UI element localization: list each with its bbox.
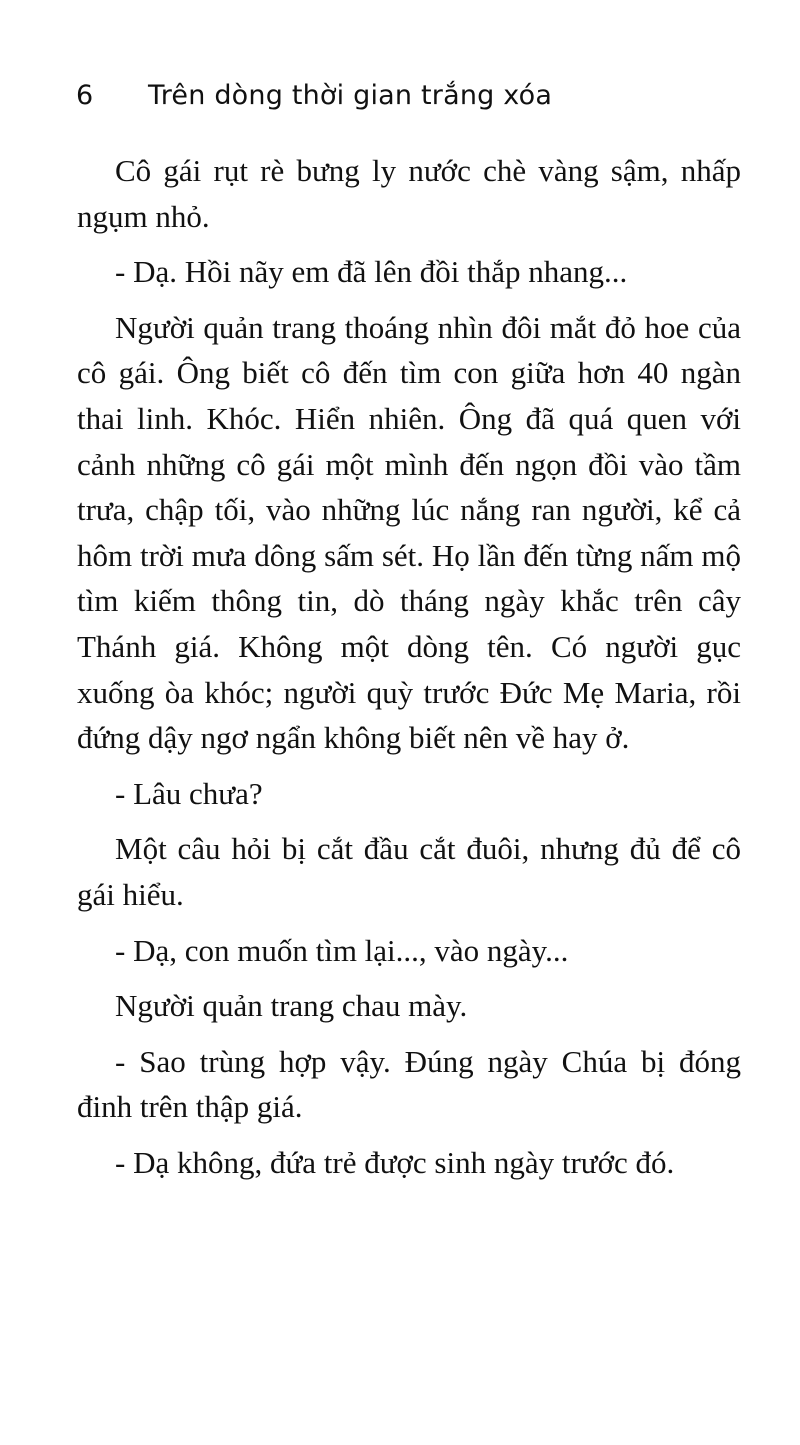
running-title: Trên dòng thời gian trắng xóa — [148, 80, 553, 111]
page-header — [76, 76, 756, 116]
body-text — [77, 148, 741, 1185]
page-number: 6 — [76, 80, 94, 111]
paragraph-9: - Dạ không, đứa trẻ được sinh ngày trước đó. — [115, 1144, 675, 1180]
paragraph-6: - Dạ, con muốn tìm lại..., vào ngày... — [115, 932, 569, 968]
paragraph-1: Cô gái rụt rè bưng ly nước chè vàng sậm, nhấp ngụm nhỏ. — [77, 153, 741, 234]
paragraph-3: Người quản trang thoáng nhìn đôi mắt đỏ hoe của cô gái. Ông biết cô đến tìm con giữa hơn 40 ngàn thai linh. Khóc. Hiển nhiên. Ông đã quá quen với cảnh những cô gái một mình đến ngọn đồi vào tầm trưa, chập tối, vào những lúc nắng ran người, kể cả hôm trời mưa dông sấm sét. Họ lần đến từng nấm mộ tìm kiếm thông tin, dò tháng ngày khắc trên cây Thánh giá. Không một dòng tên. Có người gục xuống òa khóc; người quỳ trước Đức Mẹ Maria, rồi đứng dậy ngơ ngẩn không biết nên về hay ở. — [77, 309, 741, 756]
paragraph-8: - Sao trùng hợp vậy. Đúng ngày Chúa bị đóng đinh trên thập giá. — [77, 1043, 741, 1125]
paragraph-7: Người quản trang chau mày. — [115, 988, 468, 1024]
paragraph-5: Một câu hỏi bị cắt đầu cắt đuôi, nhưng đủ để cô gái hiểu. — [77, 831, 741, 912]
paragraph-2: - Dạ. Hồi nãy em đã lên đồi thắp nhang... — [115, 254, 628, 290]
paragraph-4: - Lâu chưa? — [115, 775, 263, 811]
